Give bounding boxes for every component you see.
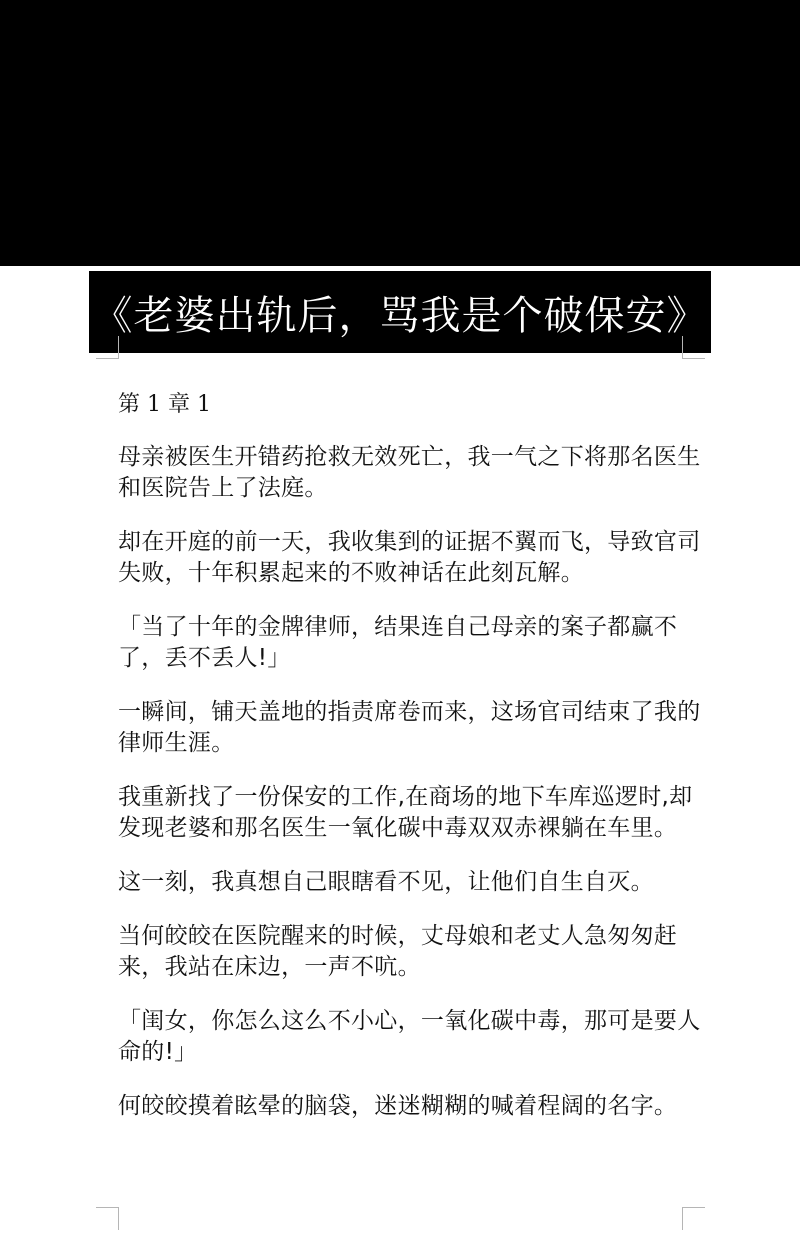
paragraph: 这一刻，我真想自己眼瞎看不见，让他们自生自灭。 [118,869,654,895]
paragraph: 却在开庭的前一天，我收集到的证据不翼而飞，导致官司失败，十年积累起来的不败神话在此刻瓦解。 [118,529,701,586]
paragraph: 当何皎皎在医院醒来的时候，丈母娘和老丈人急匆匆赶来，我站在床边，一声不吭。 [118,923,678,980]
title-banner [89,271,711,353]
paragraph: 母亲被医生开错药抢救无效死亡，我一气之下将那名医生和医院告上了法庭。 [118,444,701,501]
crop-mark-top-left [96,336,119,359]
paragraph: 「当了十年的金牌律师，结果连自己母亲的案子都赢不了，丢不丢人!」 [118,614,678,671]
paragraph: 「闺女，你怎么这么不小心，一氧化碳中毒，那可是要人命的!」 [118,1008,701,1065]
crop-mark-top-right [682,336,705,359]
paragraph: 何皎皎摸着眩晕的脑袋，迷迷糊糊的喊着程阔的名字。 [118,1093,678,1119]
document-title: 《老婆出轨后，骂我是个破保安》 [92,292,708,339]
top-black-bar [0,0,800,266]
crop-mark-bottom-right [682,1207,705,1230]
document-body [118,388,708,1145]
paragraph: 一瞬间，铺天盖地的指责席卷而来，这场官司结束了我的律师生涯。 [118,699,701,756]
chapter-heading: 第 1 章 1 [118,392,211,417]
paragraph: 我重新找了一份保安的工作,在商场的地下车库巡逻时,却发现老婆和那名医生一氧化碳中毒双双赤裸躺在车里。 [118,784,693,841]
crop-mark-bottom-left [96,1207,119,1230]
